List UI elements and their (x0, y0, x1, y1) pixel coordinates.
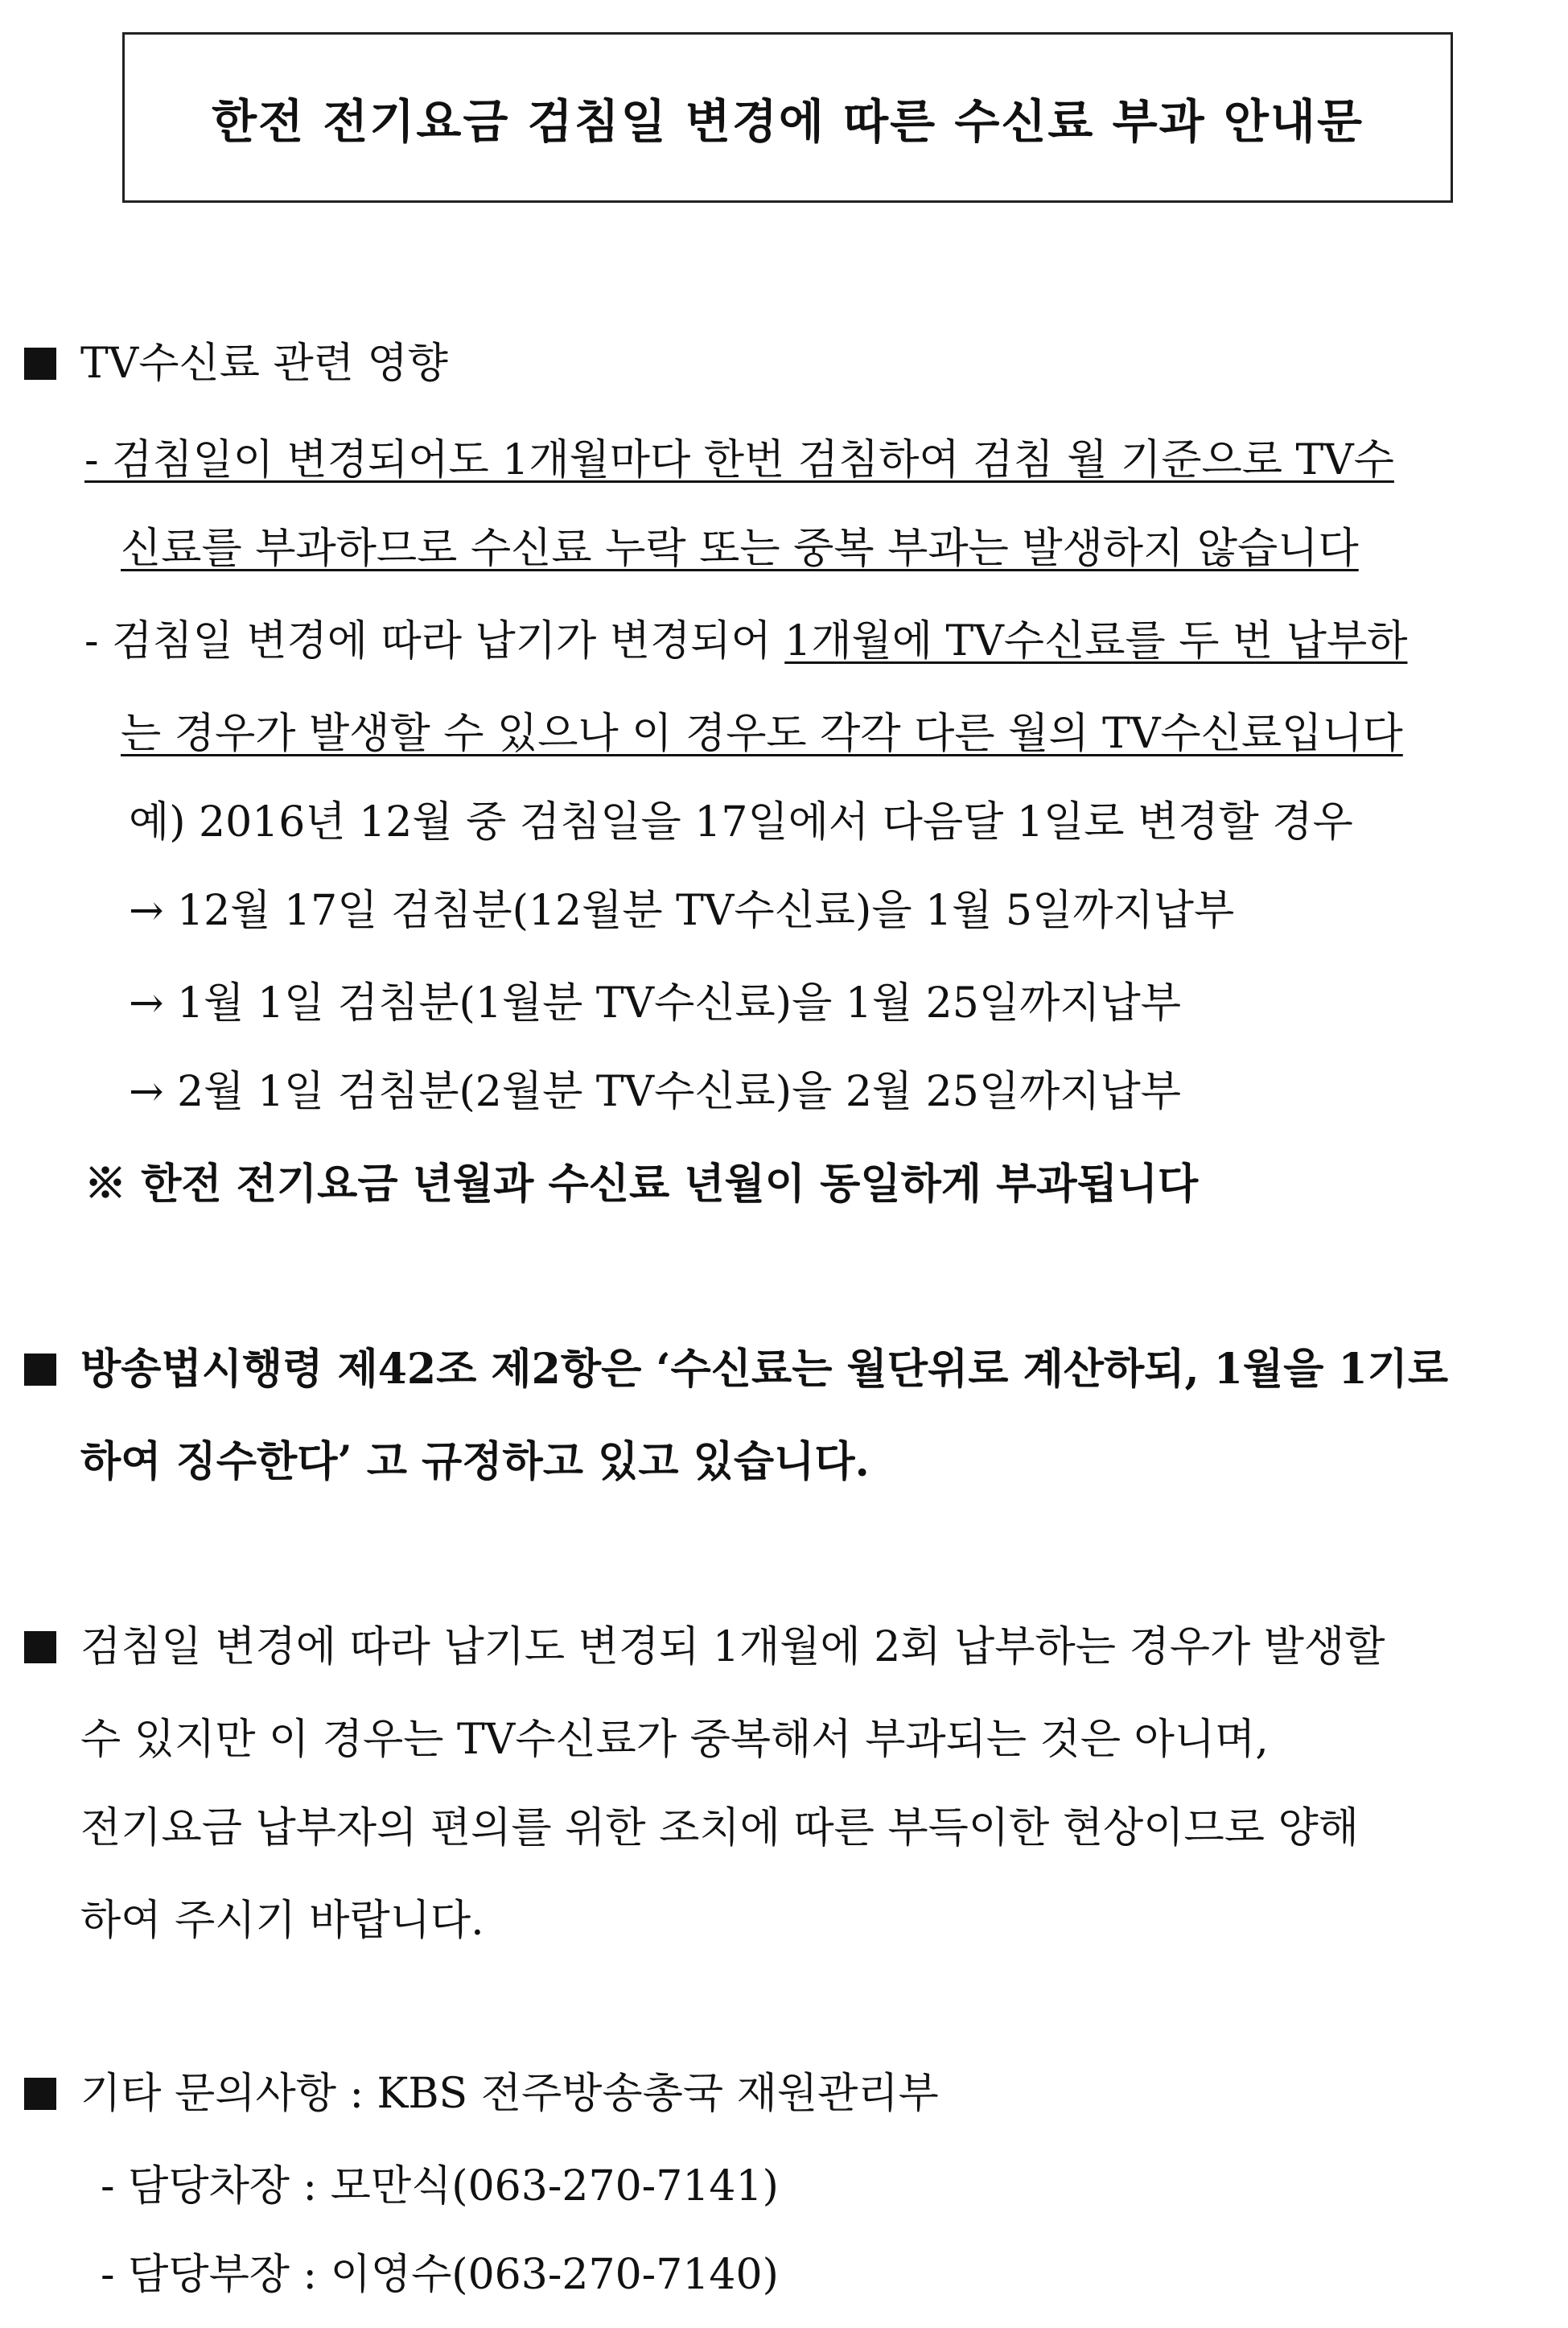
section1-item2-line1 (84, 616, 1407, 667)
section4-heading: 기타 문의사항 : KBS 전주방송총국 재원관리부 (80, 2070, 939, 2118)
section3-line4: 하여 주시기 바랍니다. (80, 1897, 484, 1945)
section1-example: 예) 2016년 12월 중 검침일을 17일에서 다음달 1일로 변경할 경우 (129, 798, 1353, 847)
document-title: 한전 전기요금 검침일 변경에 따른 수신료 부과 안내문 (212, 94, 1364, 149)
section1-arrow1: → 12월 17일 검침분(12월분 TV수신료)을 1월 5일까지납부 (129, 887, 1235, 935)
section3-line1-row (24, 1621, 1385, 1673)
section1-note: ※ 한전 전기요금 년월과 수신료 년월이 동일하게 부과됩니다 (84, 1160, 1199, 1209)
section4-heading-row (24, 2068, 939, 2120)
section1-item2-prefix: - 검침일 변경에 따라 납기가 변경되어 (84, 617, 785, 665)
square-bullet-icon (24, 1631, 56, 1663)
section3-line3: 전기요금 납부자의 편의를 위한 조치에 따른 부득이한 현상이므로 양해 (80, 1804, 1359, 1852)
section1-heading-row (24, 338, 448, 389)
section1-arrow3: → 2월 1일 검침분(2월분 TV수신료)을 2월 25일까지납부 (129, 1068, 1182, 1116)
contact-deputy: - 담당차장 : 모만식(063-270-7141) (101, 2162, 779, 2211)
section1-heading: TV수신료 관련 영향 (80, 340, 448, 388)
square-bullet-icon (24, 1354, 56, 1386)
section2-line1: 방송법시행령 제42조 제2항은 ‘수신료는 월단위로 계산하되, 1월을 1기로 (80, 1345, 1449, 1394)
square-bullet-icon (24, 2078, 56, 2110)
section3-line2: 수 있지만 이 경우는 TV수신료가 중복해서 부과되는 것은 아니며, (80, 1716, 1269, 1764)
section1-item2-line2: 는 경우가 발생할 수 있으나 이 경우도 각각 다른 월의 TV수신료입니다 (121, 710, 1403, 758)
section1-arrow2: → 1월 1일 검침분(1월분 TV수신료)을 1월 25일까지납부 (129, 979, 1182, 1028)
section1-item1-line2: 신료를 부과하므로 수신료 누락 또는 중복 부과는 발생하지 않습니다 (121, 525, 1359, 573)
section1-item1-line1: - 검침일이 변경되어도 1개월마다 한번 검침하여 검침 월 기준으로 TV수 (84, 436, 1394, 484)
section3-line1: 검침일 변경에 따라 납기도 변경되 1개월에 2회 납부하는 경우가 발생할 (80, 1623, 1385, 1671)
contact-manager: - 담당부장 : 이영수(063-270-7140) (101, 2251, 779, 2299)
square-bullet-icon (24, 348, 56, 380)
title-box (122, 32, 1453, 203)
section2-line1-row (24, 1344, 1448, 1395)
section2-line2: 하여 징수한다’ 고 규정하고 있고 있습니다. (80, 1437, 870, 1486)
section1-item2-underlined: 1개월에 TV수신료를 두 번 납부하 (784, 617, 1408, 665)
